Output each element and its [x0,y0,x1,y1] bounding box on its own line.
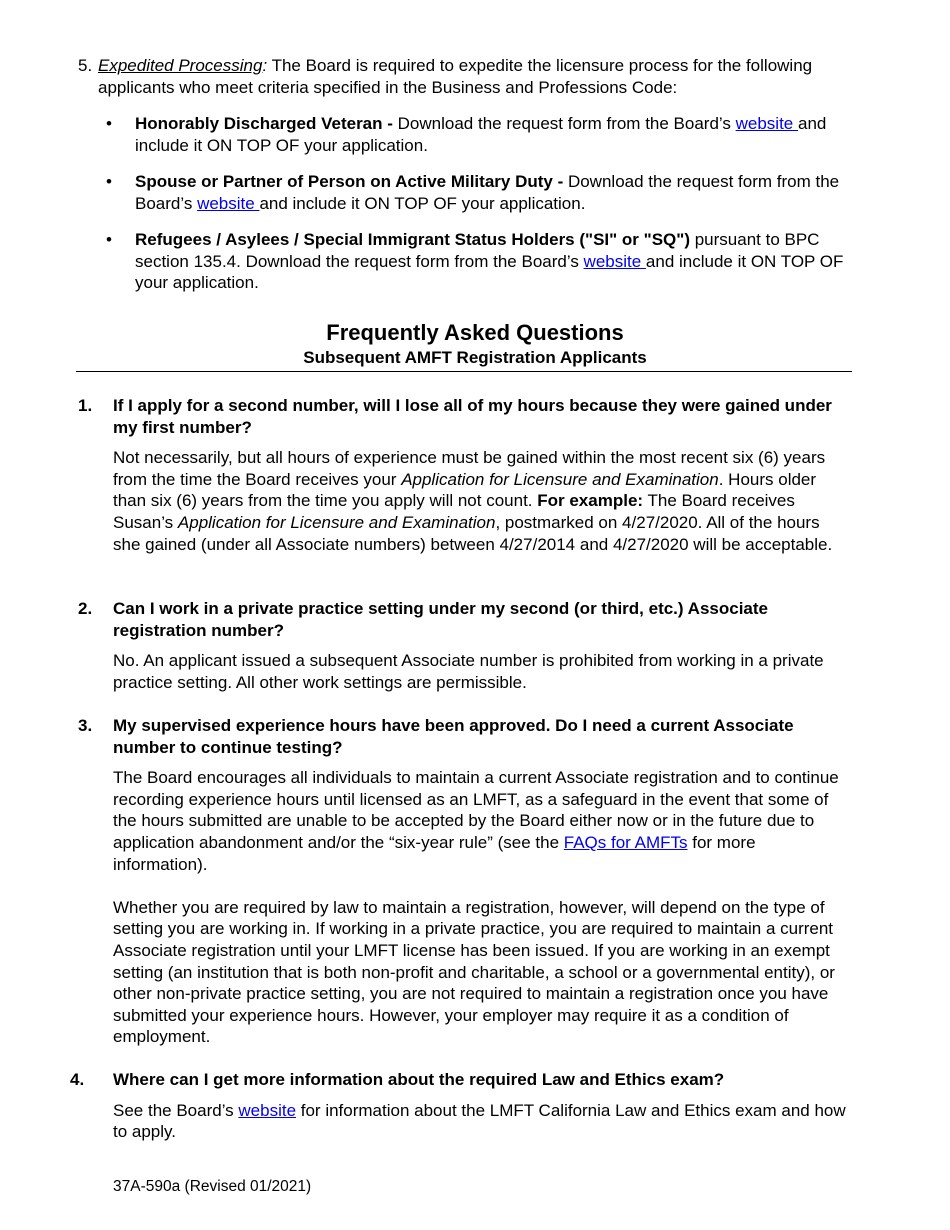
answer-paragraph-1: The Board encourages all individuals to maintain a current Associate registration and to continue recording experience hours until licensed as an LMFT, as a safeguard in the event that some of the hours submitted are unable to be accepted by the Board either now or in the future due to application abandonment and/or the “six-year rule” (see the FAQs for AMFTs for more information). [113,768,839,874]
form-footer-id: 37A-590a (Revised 01/2021) [113,1178,312,1195]
question-number: 1. [78,396,93,415]
faq-question-4 [70,1069,850,1143]
answer-text: Not necessarily, but all hours of experience must be gained within the most recent six (6) years from the time the Board receives your Application for Licensure and Examination. Hours older than six (6) years from the time you apply will not count. For example: The Board receives Susan’s Application for Licensure and Examination, postmarked on 4/27/2020. All of the hours she gained (under all Associate numbers) between 4/27/2014 and 4/27/2020 will be acceptable. [113,448,833,554]
bullet-text: Download the request form from the Board’s [135,172,840,213]
website-link-refugees[interactable]: website [583,251,646,271]
faqs-for-amfts-link[interactable]: FAQs for AMFTs [563,832,688,852]
bullet-text-end: and include it ON TOP OF your application. [135,251,844,293]
question-text: My supervised experience hours have been approved. Do I need a current Associate number to continue testing? [113,716,794,757]
expedited-bullet-list-2 [106,171,856,214]
item-number: 5. [78,56,93,75]
website-link-military[interactable]: website [197,193,260,213]
bullet-veteran [106,113,856,156]
bullet-military-spouse [106,171,856,214]
question-number: 4. [70,1070,85,1089]
bullet-icon: • [106,172,112,191]
bullet-icon: • [106,114,112,133]
bullet-text-end: and include it ON TOP OF your application. [259,193,586,213]
bullet-lead: Spouse or Partner of Person on Active Military Duty - [135,172,568,191]
bullet-lead: Honorably Discharged Veteran - [135,114,398,133]
expedited-processing-section [78,55,878,98]
expedited-bullet-list [106,113,856,156]
question-text: Can I work in a private practice setting under my second (or third, etc.) Associate registration number? [113,599,768,640]
faq-subtitle: Subsequent AMFT Registration Applicants [303,348,647,367]
bullet-text-end: and include it ON TOP OF your application. [135,114,827,155]
intro-text: The Board is required to expedite the licensure process for the following applicants who meet criteria specified in the Business and Professions Code: [98,56,813,97]
question-text: If I apply for a second number, will I lose all of my hours because they were gained under my first number? [113,396,832,437]
bullet-text: Download the request form from the Board’s [397,114,736,133]
heading-colon: : [262,56,268,75]
website-link-veteran[interactable]: website [735,114,798,133]
expedited-processing-heading: Expedited Processing [98,56,263,75]
website-link-law-ethics[interactable]: website [238,1100,297,1120]
faq-header [0,319,950,369]
bullet-text: pursuant to BPC section 135.4. Download the request form from the Board’s [135,230,820,271]
question-text: Where can I get more information about the required Law and Ethics exam? [113,1070,725,1089]
faq-question-1 [78,395,850,555]
question-number: 3. [78,716,93,735]
faq-question-3 [78,715,850,1048]
expedited-bullet-list-3 [106,229,856,294]
faq-question-2 [78,598,850,693]
answer-paragraph-2: Whether you are required by law to maintain a registration, however, will depend on the type of setting you are working in. If working in a private practice, you are required to maintain a current Associate registration until your LMFT license has been issued. If you are working in an exempt setting (an institution that is both non-profit and charitable, a school or a governmental entity), or other non-private practice setting, you are not required to maintain a registration once you have submitted your experience hours. However, your employer may require it as a condition of employment. [113,897,835,1047]
expedited-processing-intro [98,55,878,98]
bullet-lead: Refugees / Asylees / Special Immigrant Status Holders ("SI" or "SQ") [135,230,690,249]
bullet-icon: • [106,230,112,249]
answer-text: See the Board’s website for information about the LMFT California Law and Ethics exam and how to apply. [113,1100,846,1142]
answer-text: No. An applicant issued a subsequent Associate number is prohibited from working in a private practice setting. All other work settings are permissible. [113,651,824,692]
faq-title: Frequently Asked Questions [326,320,624,345]
bullet-refugees [106,229,856,294]
answer-text [113,767,850,1048]
question-number: 2. [78,599,93,618]
divider [76,371,852,372]
